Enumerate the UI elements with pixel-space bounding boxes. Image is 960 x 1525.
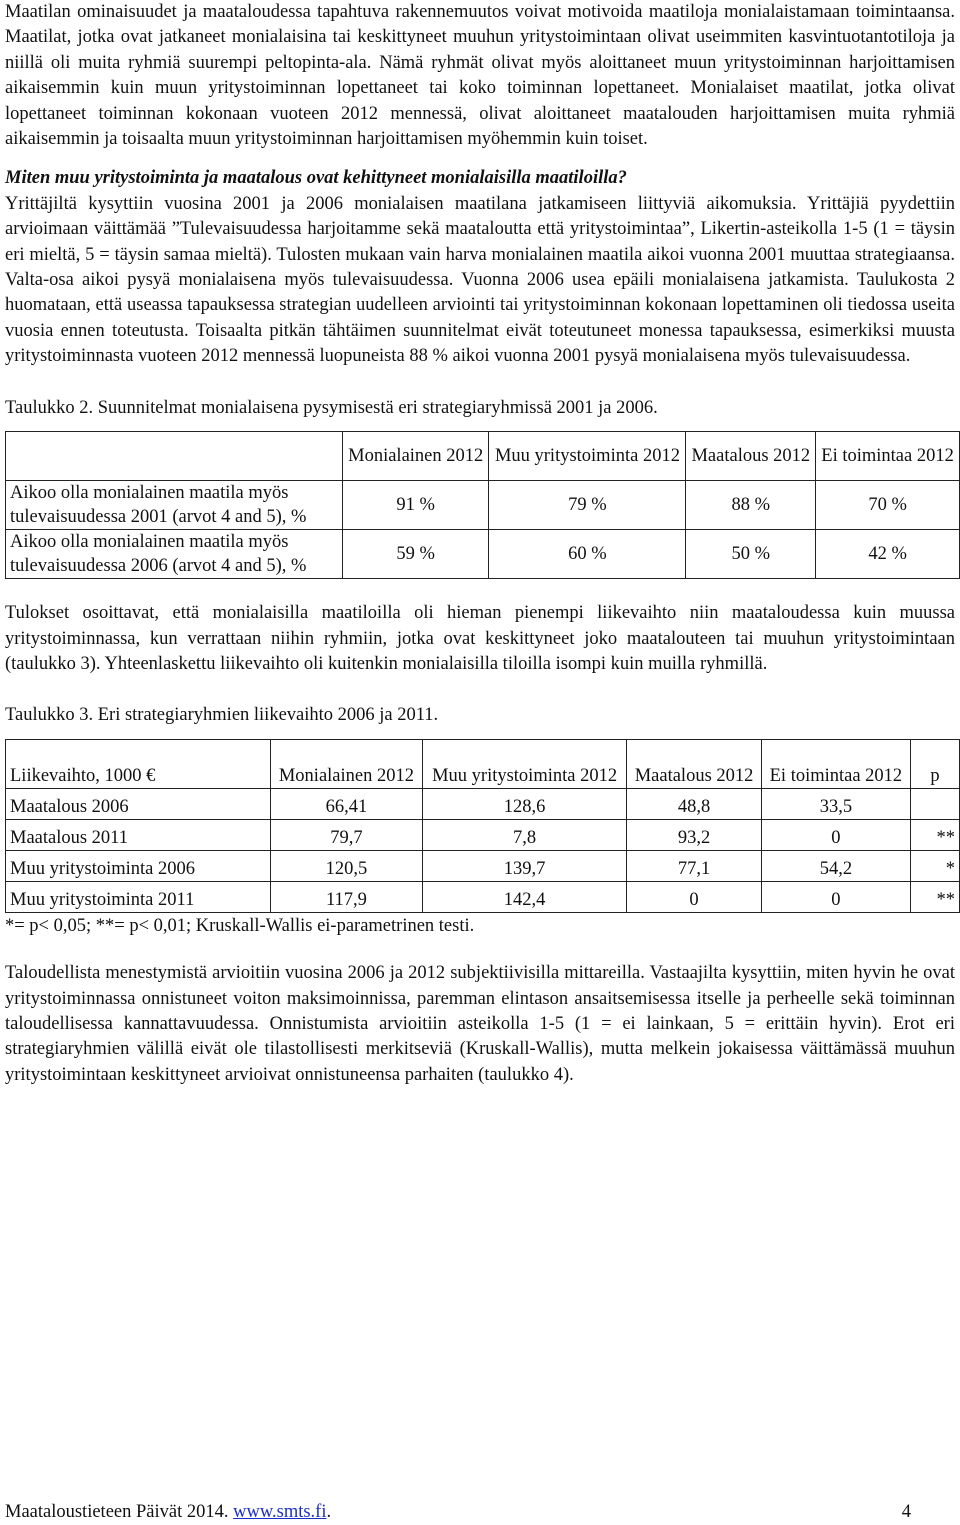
row-label: Aikoo olla monialainen maatila myös tulevaisuudessa 2001 (arvot 4 and 5), % xyxy=(6,481,343,530)
document-page xyxy=(5,0,955,1088)
table3-header-row xyxy=(6,739,960,788)
table-cell: 93,2 xyxy=(627,819,762,850)
table-cell: 139,7 xyxy=(422,850,626,881)
section-heading: Miten muu yritystoiminta ja maatalous ovat kehittyneet monialaisilla maatiloilla? xyxy=(5,168,627,189)
table-3 xyxy=(5,739,960,913)
significance-cell xyxy=(911,788,960,819)
page-footer xyxy=(5,1500,911,1525)
table-cell: 0 xyxy=(761,819,910,850)
table-row xyxy=(6,788,960,819)
page-number: 4 xyxy=(901,1502,911,1522)
table2-header-cell: Ei toimintaa 2012 xyxy=(816,432,960,481)
table-2 xyxy=(5,431,960,579)
table-cell: 42 % xyxy=(816,530,960,579)
table3-header-cell: Monialainen 2012 xyxy=(271,739,423,788)
significance-cell: ** xyxy=(911,819,960,850)
table-cell: 70 % xyxy=(816,481,960,530)
row-label: Maatalous 2011 xyxy=(6,819,271,850)
table-cell: 60 % xyxy=(489,530,686,579)
paragraph-intro: Maatilan ominaisuudet ja maataloudessa tapahtuva rakennemuutos voivat motivoida maatiloja monialaistamaan toimintaansa. Maatilat, jotka ovat jatkaneet monialaisina tai keskittyneet muuhun yritystoimintaan olivat useimmiten kasvintuotantotiloja ja niillä oli muita ryhmiä suurempi peltopinta-ala. Nämä ryhmät olivat myös aloittaneet muun yritystoiminnan harjoittamisen aikaisemmin kuin muun yritystoiminnan lopettaneet tai koko toiminnan lopettaneet. Monialaiset maatilat, jotka olivat lopettaneet toiminnan kokonaan vuoteen 2012 mennessä, olivat aloittaneet maatalouden harjoittamisen muita ryhmiä aikaisemmin ja toisaalta muun yritystoiminnan harjoittamisen myöhemmin kuin toiset. xyxy=(5,2,955,150)
table2-header-cell: Muu yritystoiminta 2012 xyxy=(489,432,686,481)
table-cell: 59 % xyxy=(343,530,489,579)
table2-caption: Taulukko 2. Suunnitelmat monialaisena pysymisestä eri strategiaryhmissä 2001 ja 2006. xyxy=(5,397,658,418)
table-cell: 66,41 xyxy=(271,788,423,819)
row-label: Muu yritystoiminta 2006 xyxy=(6,850,271,881)
table3-note: *= p< 0,05; **= p< 0,01; Kruskall-Wallis ei-parametrinen testi. xyxy=(5,915,475,936)
table-cell: 117,9 xyxy=(271,881,423,912)
table-cell: 0 xyxy=(627,881,762,912)
table3-header-cell: Maatalous 2012 xyxy=(627,739,762,788)
paragraph-plans: Yrittäjiltä kysyttiin vuosina 2001 ja 2006 monialaisen maatilana jatkamiseen liittyviä aikomuksia. Yrittäjiä pyydettiin arvioimaan väittämää ”Tulevaisuudessa harjoitamme sekä maataloutta että yritystoimintaa”, Likertin-asteikolla 1-5 (1 = täysin eri mieltä, 5 = täysin samaa mieltä). Tulosten mukaan vain harva monialainen maatila aikoi vuonna 2001 muuttaa strategiaansa. Valta-osa aikoi pysyä monialaisena myös tulevaisuudessa. Vuonna 2006 usea epäili monialaisena jatkamista. Taulukosta 2 huomataan, että useassa tapauksessa strategian uudelleen arviointi tai yritystoiminnan kokonaan lopettaminen oli tiedossa useita vuosia ennen toteutusta. Toisaalta pitkän tähtäimen suunnitelmat eivät toteutuneet monessa tapauksessa, esimerkiksi muusta yritystoiminnasta vuoteen 2012 mennessä luopuneista 88 % aikoi vuonna 2001 pysyä monialaisena myös tulevaisuudessa. xyxy=(5,193,955,367)
table-cell: 79 % xyxy=(489,481,686,530)
footer-link[interactable]: www.smts.fi xyxy=(233,1502,327,1522)
table-row xyxy=(6,850,960,881)
paragraph-revenue: Tulokset osoittavat, että monialaisilla maatiloilla oli hieman pienempi liikevaihto niin maataloudessa kuin muussa yritystoiminnassa, kun verrattaan niihin ryhmiin, jotka ovat keskittyneet joko maatalouteen tai muuhun yritystoimintaan (taulukko 3). Yhteenlaskettu liikevaihto oli kuitenkin monialaisilla tiloilla isompi kuin muilla ryhmillä. xyxy=(5,603,955,674)
row-label: Muu yritystoiminta 2011 xyxy=(6,881,271,912)
table-cell: 128,6 xyxy=(422,788,626,819)
table-cell: 54,2 xyxy=(761,850,910,881)
table3-header-cell: Muu yritystoiminta 2012 xyxy=(422,739,626,788)
table-cell: 77,1 xyxy=(627,850,762,881)
paragraph-success: Taloudellista menestymistä arvioitiin vuosina 2006 ja 2012 subjektiivisilla mittareilla. Vastaajilta kysyttiin, miten hyvin he ovat yritystoiminnassa onnistuneet voiton maksimoinnissa, paremman elintason ansaitsemisessa itselle ja perheelle sekä toiminnan taloudellisessa kannattavuudessa. Onnistumista arvioitiin asteikolla 1-5 (1 = ei lainkaan, 5 = erittäin hyvin). Erot eri strategiaryhmien välillä eivät ole tilastollisesti merkitseviä (Kruskall-Wallis), mutta melkein jokaisessa väittämässä muuhun yritystoimintaan keskittyneet arvioivat onnistuneensa parhaiten (taulukko 4). xyxy=(5,963,955,1085)
table2-corner-cell xyxy=(6,432,343,481)
table-cell: 120,5 xyxy=(271,850,423,881)
table3-p-header: p xyxy=(911,739,960,788)
table-row xyxy=(6,481,960,530)
table-cell: 7,8 xyxy=(422,819,626,850)
table-row xyxy=(6,881,960,912)
table2-header-cell: Maatalous 2012 xyxy=(686,432,816,481)
footer-period: . xyxy=(326,1502,332,1522)
table-cell: 0 xyxy=(761,881,910,912)
footer-text: Maataloustieteen Päivät 2014. xyxy=(5,1502,234,1522)
significance-cell: ** xyxy=(911,881,960,912)
significance-cell: * xyxy=(911,850,960,881)
table3-header-cell: Ei toimintaa 2012 xyxy=(761,739,910,788)
table-row xyxy=(6,530,960,579)
table-row xyxy=(6,819,960,850)
table-cell: 50 % xyxy=(686,530,816,579)
table-cell: 88 % xyxy=(686,481,816,530)
table2-header-cell: Monialainen 2012 xyxy=(343,432,489,481)
table-cell: 79,7 xyxy=(271,819,423,850)
table3-caption: Taulukko 3. Eri strategiaryhmien liikevaihto 2006 ja 2011. xyxy=(5,705,439,726)
table-cell: 91 % xyxy=(343,481,489,530)
table-cell: 33,5 xyxy=(761,788,910,819)
table-cell: 48,8 xyxy=(627,788,762,819)
table3-corner-cell: Liikevaihto, 1000 € xyxy=(6,739,271,788)
row-label: Aikoo olla monialainen maatila myös tulevaisuudessa 2006 (arvot 4 and 5), % xyxy=(6,530,343,579)
table-cell: 142,4 xyxy=(422,881,626,912)
row-label: Maatalous 2006 xyxy=(6,788,271,819)
table2-header-row xyxy=(6,432,960,481)
